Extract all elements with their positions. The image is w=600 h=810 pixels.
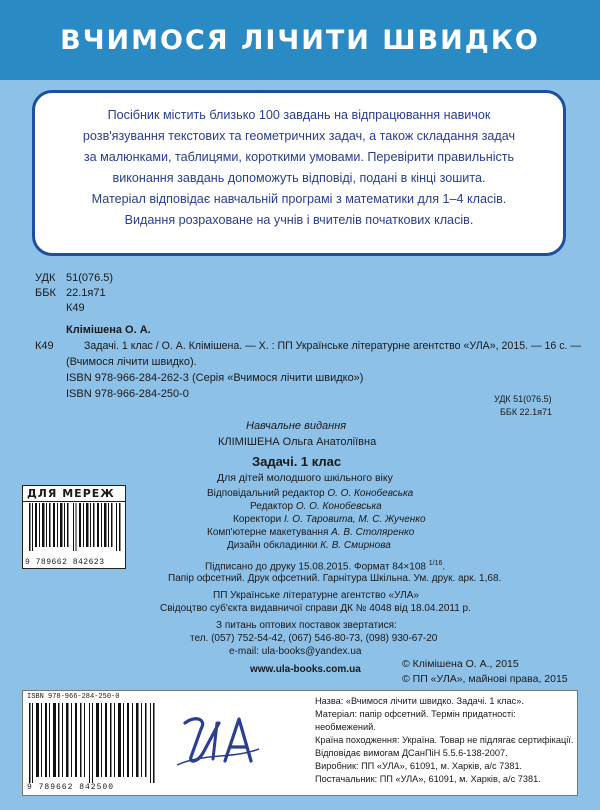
- annotation-line: за малюнками, таблицями, короткими умовами. Перевірити правильність: [83, 150, 515, 164]
- layout-name: А. В. Столяренко: [331, 527, 415, 538]
- publisher: ПП Українське літературне агентство «УЛА»: [213, 590, 419, 601]
- book-title: Задачі. 1 клас: [252, 454, 342, 469]
- barcode-icon: [27, 703, 157, 783]
- wholesale-note: З питань оптових поставок звертатися:: [216, 620, 397, 631]
- copyright-author: © Клімішена О. А., 2015: [402, 658, 519, 670]
- annotation-line: розв'язування текстових та геометричних задач, а також складання задач: [82, 129, 516, 143]
- annotation-line: Видання розраховане на учнів і вчителів початкових класів.: [124, 213, 474, 227]
- ula-logo-icon: [173, 709, 263, 769]
- website-link[interactable]: www.ula-books.com.ua: [250, 664, 361, 675]
- catalog-author: Клімішена О. А.: [66, 324, 151, 336]
- catalog-description: Задачі. 1 клас / О. А. Клімішена. — Х. : ПП Українське літературне агентство «УЛА», 2015. — 16 с. —: [84, 340, 582, 352]
- sticker-isbn: ISBN 978-966-284-250-0: [27, 693, 120, 701]
- annotation-line: виконання завдань допоможуть відповіді, подані в кінці зошита.: [112, 171, 486, 185]
- layout-label: Комп'ютерне макетування: [207, 527, 329, 538]
- edition-type: Навчальне видання: [246, 420, 347, 432]
- audience: Для дітей молодшого шкільного віку: [217, 472, 393, 484]
- barcode-icon: [27, 503, 123, 557]
- catalog-series: (Вчимося лічити швидко).: [66, 356, 197, 368]
- sticker-info-line: Матеріал: папір офсетний. Термін придатності: необмежений.: [315, 709, 516, 732]
- editor-resp-name: О. О. Конобевська: [327, 488, 414, 499]
- cover-name: К. В. Смирнова: [320, 540, 391, 551]
- email: e-mail: ula-books@yandex.ua: [229, 646, 362, 657]
- bbk-value: 22.1я71: [66, 287, 106, 299]
- catalog-isbn1: ISBN 978-966-284-262-3 (Серія «Вчимося лічити швидко»): [66, 372, 364, 384]
- annotation-line: Посібник містить близько 100 завдань на відпрацювання навичок: [107, 108, 491, 122]
- author-full: КЛІМІШЕНА Ольга Анатоліївна: [218, 436, 377, 448]
- copyright-publisher: © ПП «УЛА», майнові права, 2015: [402, 673, 568, 685]
- network-barcode-tag: [22, 485, 126, 569]
- series-title: ВЧИМОСЯ ЛІЧИТИ ШВИДКО: [60, 24, 540, 56]
- correctors-names: І. О. Таровита, М. С. Жученко: [283, 514, 426, 525]
- barcode-number: 9 789662 842623: [25, 558, 105, 567]
- catalog-isbn2: ISBN 978-966-284-250-0: [66, 388, 189, 400]
- editor-label: Редактор: [250, 501, 294, 512]
- sticker-barcode-number: 9 789662 842500: [27, 783, 115, 792]
- bbk-right: ББК 22.1я71: [500, 407, 552, 417]
- editor-name: О. О. Конобевська: [295, 501, 382, 512]
- sticker-info-line: Назва: «Вчимося лічити швидко. Задачі. 1 клас».: [315, 696, 524, 706]
- catalog-code: К49: [66, 302, 85, 314]
- sticker-info-line: Постачальник: ПП «УЛА», 61091, м. Харків, а/с 7381.: [315, 774, 541, 784]
- format-fraction: 1/16: [428, 560, 443, 567]
- sticker-info-line: Відповідає вимогам ДСанПіН 5.5.6-138-2007.: [315, 748, 508, 758]
- correctors-label: Коректори: [233, 514, 282, 525]
- annotation-box: [32, 90, 566, 256]
- certificate: Свідоцтво суб'єкта видавничої справи ДК № 4048 від 18.04.2011 р.: [160, 603, 471, 614]
- series-banner: [0, 0, 600, 80]
- cover-label: Дизайн обкладинки: [227, 540, 318, 551]
- product-sticker: [22, 690, 578, 796]
- print-sign-row: Підписано до друку 15.08.2015. Формат 84×108 $^{1/16}$.: [205, 560, 446, 573]
- udk-value: 51(076.5): [66, 272, 114, 284]
- editor-resp-label: Відповідальний редактор: [207, 488, 325, 499]
- udk-label: УДК: [35, 272, 56, 284]
- sticker-info-line: Виробник: ПП «УЛА», 61091, м. Харків, а/с 7381.: [315, 761, 523, 771]
- bbk-label: ББК: [35, 287, 56, 299]
- annotation-line: Матеріал відповідає навчальній програмі з математики для 1–4 класів.: [91, 192, 507, 206]
- cover-row: [227, 540, 391, 551]
- correctors-row: [233, 514, 426, 525]
- sticker-info-line: Країна походження: Україна. Товар не підлягає сертифікації.: [315, 735, 574, 745]
- catalog-k49: К49: [35, 340, 54, 352]
- editor-row: [250, 501, 382, 512]
- editor-resp-row: [207, 488, 413, 499]
- layout-row: [207, 527, 414, 538]
- phones: тел. (057) 752-54-42, (067) 546-80-73, (098) 930-67-20: [190, 633, 438, 644]
- sticker-info: [315, 695, 575, 786]
- udk-right: УДК 51(076.5): [494, 394, 552, 404]
- print-sign: Підписано до друку 15.08.2015. Формат 84×108: [205, 561, 426, 573]
- print-info: Папір офсетний. Друк офсетний. Гарнітура Шкільна. Ум. друк. арк. 1,68.: [168, 573, 502, 584]
- tag-label: ДЛЯ МЕРЕЖ: [23, 486, 125, 502]
